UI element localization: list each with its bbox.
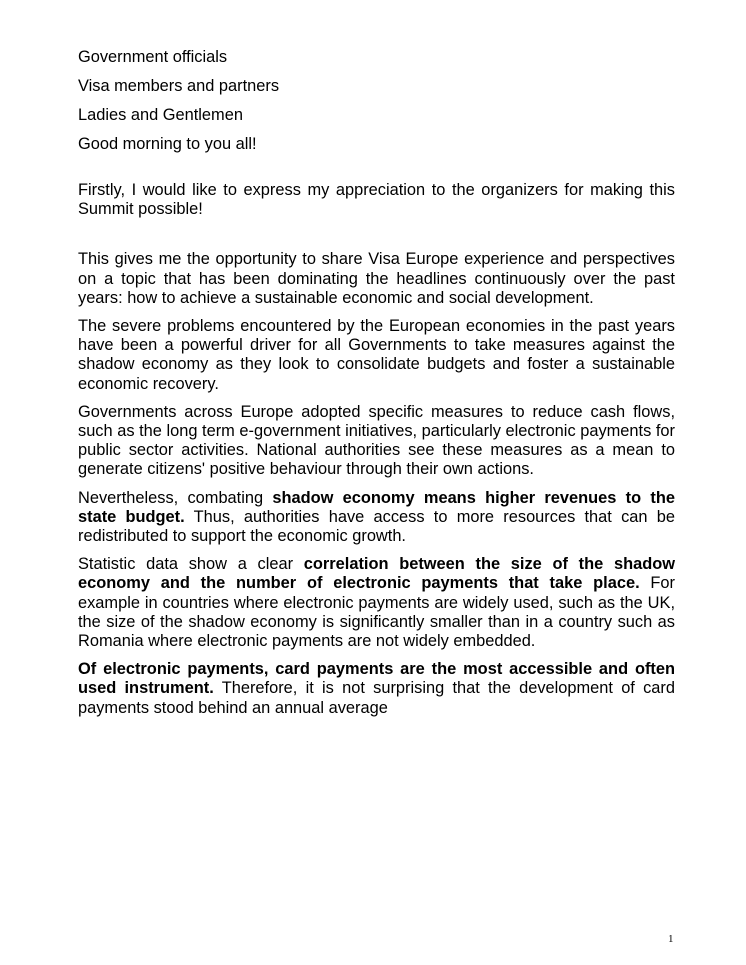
- paragraph-combating-shadow-economy: [78, 489, 675, 547]
- paragraph-severe-problems: The severe problems encountered by the European economies in the past years have been a powerful driver for all Governments to take measures against the shadow economy as they look to consolidate budgets and foster a sustainable economic recovery.: [78, 317, 675, 393]
- page-number: 1: [668, 933, 674, 945]
- paragraph-text: Nevertheless, combating: [78, 488, 273, 507]
- paragraph-emphasis: shadow economy means higher revenues to the state budget.: [78, 488, 675, 526]
- salutation-block: [78, 43, 675, 159]
- paragraph-emphasis: correlation between the size of the shadow economy and the number of electronic payments that take place.: [78, 555, 676, 593]
- paragraph-opportunity: This gives me the opportunity to share Visa Europe experience and perspectives on a topic that has been dominating the headlines continuously over the past years: how to achieve a sustainable economic and social development.: [78, 250, 675, 307]
- paragraph-text: For example in countries where electronic payments are widely used, such as the UK, the size of the shadow economy is significantly smaller than in a country such as Romania where electronic payments are not widely embedded.: [78, 574, 675, 651]
- paragraph-emphasis: Of electronic payments, card payments are the most accessible and often used instrument.: [78, 660, 675, 698]
- salutation-line: Visa members and partners: [78, 77, 280, 95]
- paragraph-government-measures: Governments across Europe adopted specific measures to reduce cash flows, such as the long term e-government initiatives, particularly electronic payments for public sector activities. National authorities see these measures as a mean to generate citizens' positive behaviour through their own actions.: [78, 402, 675, 479]
- salutation-line: Good morning to you all!: [78, 135, 257, 153]
- paragraph-text: Therefore, it is not surprising that the development of card payments stood behind an annual average: [78, 679, 675, 717]
- paragraph-text: Thus, authorities have access to more resources that can be redistributed to support the economic growth.: [78, 507, 675, 546]
- paragraph-appreciation: Firstly, I would like to express my appreciation to the organizers for making this Summit possible!: [78, 181, 675, 219]
- paragraph-statistic-data: [78, 555, 675, 651]
- paragraph-text: Statistic data show a clear: [78, 555, 304, 574]
- salutation-line: Ladies and Gentlemen: [78, 106, 243, 124]
- document-page: [78, 43, 675, 718]
- salutation-line: Government officials: [78, 48, 228, 66]
- paragraph-card-payments: [78, 660, 675, 718]
